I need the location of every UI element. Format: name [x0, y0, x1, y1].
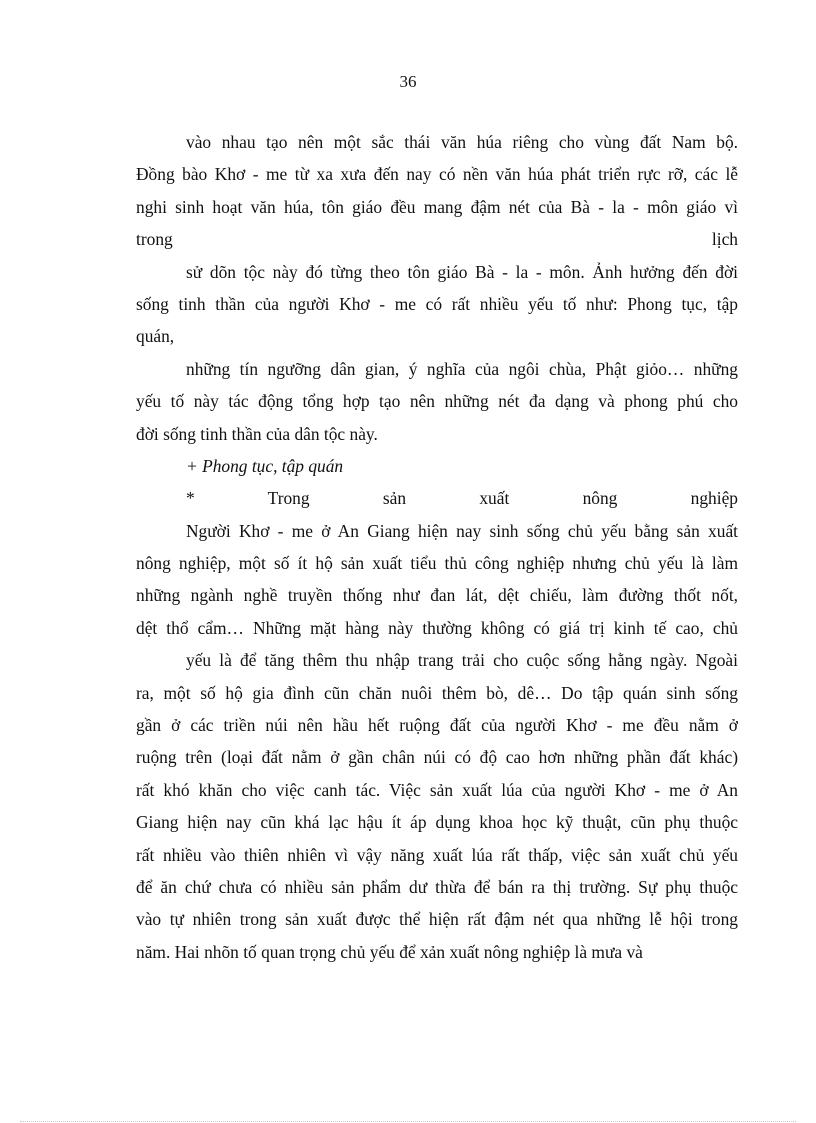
text-line: trong lịch	[136, 229, 738, 250]
text-line: Giang hiện nay cũn khá lạc hậu ít áp dụng khoa học kỹ thuật, cũn phụ thuộc	[136, 812, 738, 833]
text-line: rất khó khăn cho việc canh tác. Việc sản xuất lúa của người Khơ - me ở An	[136, 779, 738, 800]
text-line: dệt thổ cẩm… Những mặt hàng này thường không có giá trị kinh tế cao, chủ	[136, 617, 738, 638]
page-bottom-divider	[20, 1121, 796, 1122]
text-line: quán,	[136, 326, 175, 347]
document-body	[136, 126, 738, 968]
text-line: ruộng trên (loại đất nằm ở gần chân núi có độ cao hơn những phần đất khác)	[136, 747, 738, 768]
text-line: sống tinh thần của người Khơ - me có rất nhiều yếu tố như: Phong tục, tập	[136, 293, 738, 314]
text-line: gần ở các triền núi nên hầu hết ruộng đất của người Khơ - me đều nằm ở	[136, 715, 738, 736]
section-heading: + Phong tục, tập quán	[186, 455, 344, 476]
text-line: nông nghiệp, một số ít hộ sản xuất tiểu thủ công nghiệp nhưng chủ yếu là làm	[136, 553, 738, 574]
text-line: những tín ngưỡng dân gian, ý nghĩa của ngôi chùa, Phật giỏo… những	[186, 358, 738, 379]
text-line: nghi sinh hoạt văn húa, tôn giáo đều mang đậm nét của Bà - la - môn giáo vì	[136, 196, 738, 217]
text-line: sử dõn tộc này đó từng theo tôn giáo Bà - la - môn. Ảnh hưởng đến đời	[186, 261, 738, 282]
text-line: những ngành nghề truyền thống như đan lát, dệt chiếu, làm đường thốt nốt,	[136, 585, 738, 606]
text-line: đời sống tinh thần của dân tộc này.	[136, 423, 378, 444]
text-line: để ăn chứ chưa có nhiều sản phẩm dư thừa để bán ra thị trường. Sự phụ thuộc	[136, 876, 738, 897]
text-line: Đồng bào Khơ - me từ xa xưa đến nay có nền văn húa phát triển rực rỡ, các lễ	[136, 164, 738, 185]
text-line: ra, một số hộ gia đình cũn chăn nuôi thêm bò, dê… Do tập quán sinh sống	[136, 682, 738, 703]
subsection-heading: * Trong sản xuất nông nghiệp	[186, 488, 738, 509]
text-line: yếu tố này tác động tổng hợp tạo nên những nét đa dạng và phong phú cho	[136, 391, 738, 412]
text-line: rất nhiều vào thiên nhiên vì vậy năng xuất lúa rất thấp, việc sản xuất chủ yếu	[136, 844, 738, 865]
text-line: năm. Hai nhõn tố quan trọng chủ yếu để xản xuất nông nghiệp là mưa và	[136, 941, 643, 962]
text-line: vào nhau tạo nên một sắc thái văn húa riêng cho vùng đất Nam bộ.	[186, 132, 738, 152]
page-number: 36	[399, 72, 417, 91]
text-line: vào tự nhiên trong sản xuất được thể hiện rất đậm nét qua những lễ hội trong	[136, 909, 738, 930]
text-line: yếu là để tăng thêm thu nhập trang trải cho cuộc sống hằng ngày. Ngoài	[186, 650, 738, 671]
text-line: Người Khơ - me ở An Giang hiện nay sinh sống chủ yếu bằng sản xuất	[186, 520, 738, 541]
